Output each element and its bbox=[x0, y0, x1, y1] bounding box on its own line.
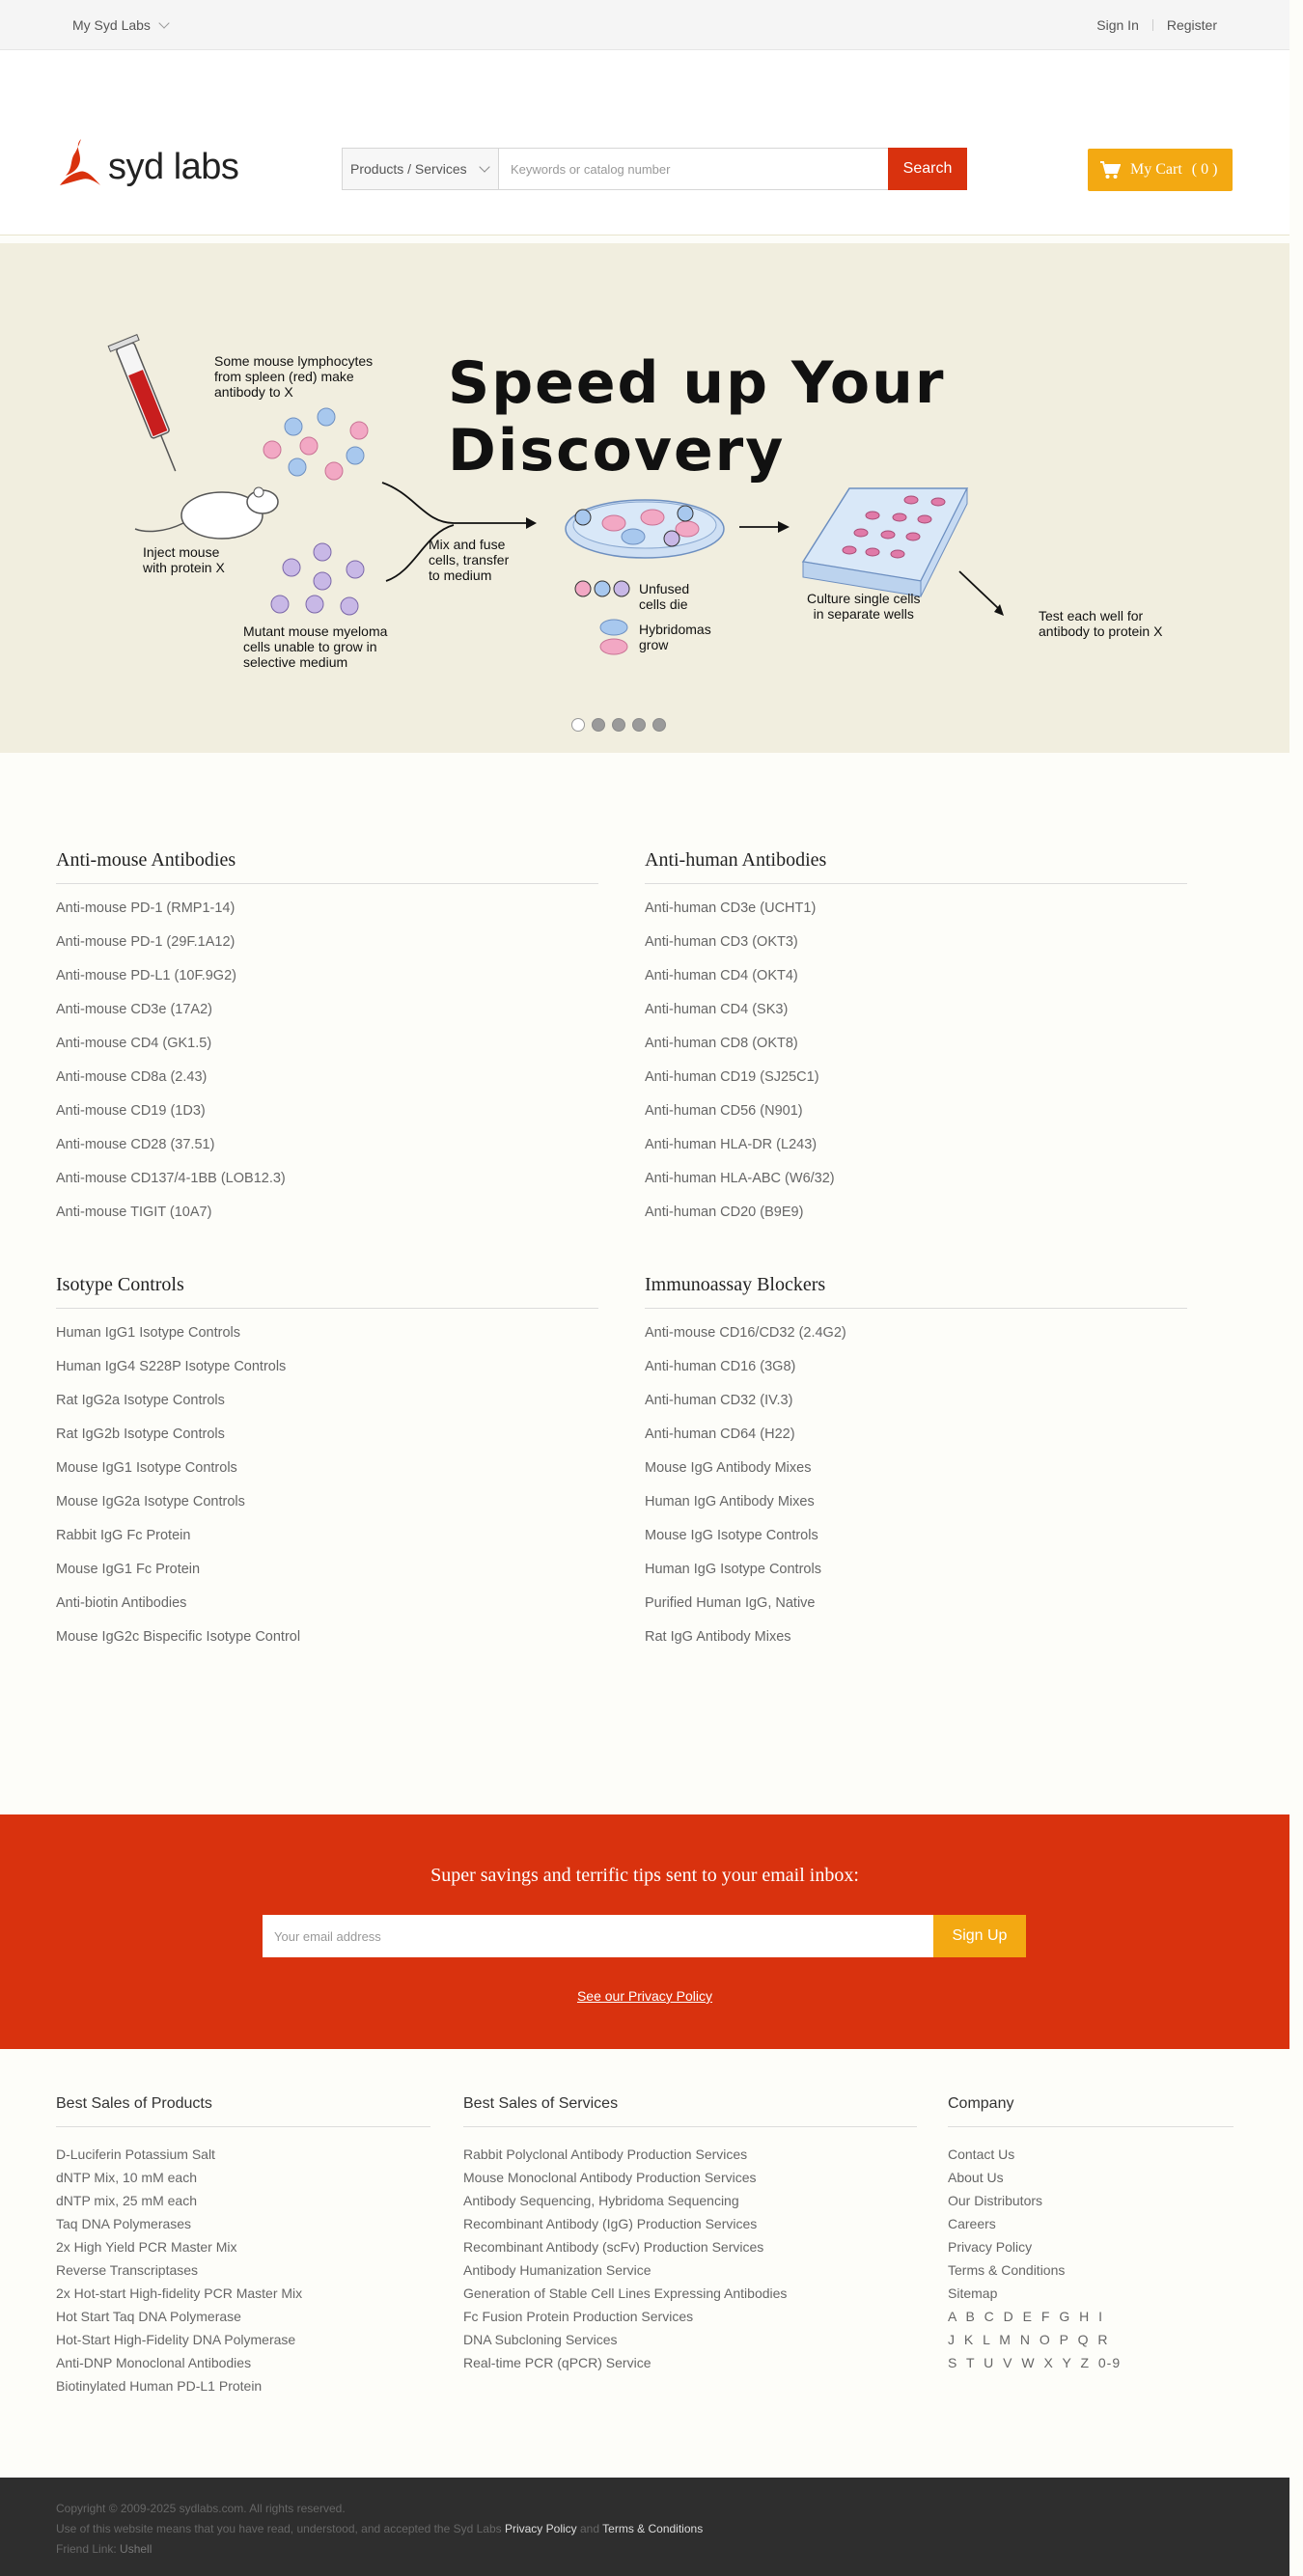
footer-col-services bbox=[463, 2095, 917, 2374]
chevron-down-icon bbox=[158, 17, 169, 28]
footer-link[interactable]: Privacy Policy bbox=[948, 2239, 1033, 2255]
banner-label-fuse: Mix and fuse cells, transfer to medium bbox=[429, 537, 510, 583]
hybridoma-illustration bbox=[0, 243, 1289, 753]
footer-col-title: Best Sales of Products bbox=[56, 2095, 430, 2127]
banner-label-test: Test each well for antibody to protein X bbox=[1039, 608, 1163, 639]
register-link[interactable]: Register bbox=[1166, 17, 1217, 33]
footer-links bbox=[948, 2143, 1234, 2374]
product-link[interactable]: Anti-human CD32 (IV.3) bbox=[645, 1393, 793, 1408]
carousel-dot-1[interactable] bbox=[571, 718, 585, 732]
banner-label-lymphocytes: Some mouse lymphocytes from spleen (red) make antibody to X bbox=[214, 353, 374, 400]
product-link[interactable]: Anti-human HLA-DR (L243) bbox=[645, 1137, 818, 1152]
product-link[interactable]: Anti-biotin Antibodies bbox=[56, 1595, 187, 1611]
footer-link[interactable]: 2x Hot-start High-fidelity PCR Master Mix bbox=[56, 2285, 303, 2301]
product-link[interactable]: Rabbit IgG Fc Protein bbox=[56, 1528, 191, 1543]
product-link[interactable]: Anti-human HLA-ABC (W6/32) bbox=[645, 1171, 835, 1186]
footer-link[interactable]: D-Luciferin Potassium Salt bbox=[56, 2147, 215, 2162]
footer-link[interactable]: dNTP mix, 25 mM each bbox=[56, 2193, 198, 2208]
bottom-bar bbox=[0, 2478, 1289, 2576]
product-link[interactable]: Mouse IgG1 Isotype Controls bbox=[56, 1460, 237, 1476]
product-link[interactable]: Anti-mouse CD28 (37.51) bbox=[56, 1137, 215, 1152]
friend-link-line bbox=[56, 2542, 152, 2556]
product-link[interactable]: Anti-human CD4 (SK3) bbox=[645, 1002, 789, 1017]
carousel-dots bbox=[571, 718, 666, 732]
footer-links bbox=[463, 2143, 917, 2374]
syringe-icon bbox=[108, 335, 189, 477]
product-link[interactable]: Anti-human CD3e (UCHT1) bbox=[645, 900, 817, 916]
list-title: Isotype Controls bbox=[56, 1274, 598, 1309]
hero-banner[interactable] bbox=[0, 243, 1289, 753]
my-syd-labs-label: My Syd Labs bbox=[72, 17, 151, 33]
footer-col-products bbox=[56, 2095, 430, 2397]
product-link[interactable]: Anti-human CD8 (OKT8) bbox=[645, 1036, 798, 1051]
bottom-terms-link[interactable]: Terms & Conditions bbox=[602, 2522, 704, 2535]
newsletter-form bbox=[263, 1915, 1026, 1957]
list-title: Anti-human Antibodies bbox=[645, 849, 1187, 884]
sign-up-button[interactable]: Sign Up bbox=[933, 1915, 1026, 1957]
banner-headline: Speed up Your Discovery bbox=[448, 349, 946, 485]
footer-col-title: Company bbox=[948, 2095, 1234, 2127]
divider bbox=[1152, 19, 1153, 31]
search-category-select[interactable] bbox=[343, 149, 499, 189]
footer-col-company bbox=[948, 2095, 1234, 2374]
newsletter-title: Super savings and terrific tips sent to your email inbox: bbox=[430, 1865, 859, 1886]
product-link[interactable]: Anti-human CD56 (N901) bbox=[645, 1103, 803, 1119]
footer-link[interactable]: Hot Start Taq DNA Polymerase bbox=[56, 2309, 241, 2324]
syd-labs-logo-icon bbox=[58, 137, 102, 187]
product-link[interactable]: Anti-mouse CD4 (GK1.5) bbox=[56, 1036, 212, 1051]
product-link[interactable]: Anti-human CD16 (3G8) bbox=[645, 1359, 796, 1374]
search-bar bbox=[342, 148, 967, 190]
carousel-dot-3[interactable] bbox=[612, 718, 625, 732]
search-input[interactable] bbox=[499, 149, 888, 189]
friend-link-label: Friend Link: bbox=[56, 2542, 117, 2556]
cart-label: My Cart bbox=[1130, 161, 1182, 178]
product-link[interactable]: Human IgG Isotype Controls bbox=[645, 1562, 821, 1577]
search-button[interactable]: Search bbox=[888, 148, 967, 190]
product-link[interactable]: Anti-mouse PD-L1 (10F.9G2) bbox=[56, 968, 236, 983]
cart-icon bbox=[1099, 160, 1121, 180]
footer-link[interactable]: Sitemap bbox=[948, 2285, 998, 2301]
footer bbox=[0, 2049, 1289, 2478]
newsletter-section bbox=[0, 1814, 1289, 2049]
product-link[interactable]: Mouse IgG2a Isotype Controls bbox=[56, 1494, 245, 1510]
list-anti-human bbox=[645, 849, 1187, 1230]
carousel-dot-4[interactable] bbox=[632, 718, 646, 732]
footer-link[interactable]: 2x High Yield PCR Master Mix bbox=[56, 2239, 237, 2255]
product-link[interactable]: Anti-mouse CD137/4-1BB (LOB12.3) bbox=[56, 1171, 286, 1186]
footer-link[interactable]: Antibody Humanization Service bbox=[463, 2262, 652, 2278]
cart-count: ( 0 ) bbox=[1191, 161, 1218, 178]
lymphocyte-cells bbox=[263, 408, 368, 480]
product-link[interactable]: Rat IgG Antibody Mixes bbox=[645, 1629, 791, 1645]
footer-link[interactable]: Rabbit Polyclonal Antibody Production Services bbox=[463, 2147, 748, 2162]
petri-dish-icon bbox=[566, 500, 724, 558]
product-link[interactable]: Anti-mouse CD3e (17A2) bbox=[56, 1002, 212, 1017]
culture-plate-icon bbox=[803, 488, 967, 596]
logo-text: syd labs bbox=[108, 147, 239, 187]
alphabet-index-row[interactable]: A B C D E F G H I bbox=[948, 2309, 1104, 2324]
footer-link[interactable]: Terms & Conditions bbox=[948, 2262, 1066, 2278]
footer-link[interactable]: Careers bbox=[948, 2216, 996, 2231]
footer-link[interactable]: Contact Us bbox=[948, 2147, 1015, 2162]
product-link[interactable]: Human IgG4 S228P Isotype Controls bbox=[56, 1359, 287, 1374]
product-link[interactable]: Anti-mouse PD-1 (RMP1-14) bbox=[56, 900, 236, 916]
banner-label-unfused: Unfused cells die bbox=[639, 581, 690, 612]
list-isotype-controls bbox=[56, 1274, 598, 1654]
alphabet-index-row[interactable]: J K L M N O P Q R bbox=[948, 2332, 1109, 2347]
alphabet-index-row[interactable]: S T U V W X Y Z 0-9 bbox=[948, 2355, 1122, 2370]
product-link[interactable]: Anti-human CD4 (OKT4) bbox=[645, 968, 798, 983]
product-link[interactable]: Mouse IgG Isotype Controls bbox=[645, 1528, 818, 1543]
sign-in-link[interactable]: Sign In bbox=[1096, 17, 1139, 33]
product-link[interactable]: Anti-mouse CD16/CD32 (2.4G2) bbox=[645, 1325, 846, 1341]
product-link[interactable]: Anti-human CD3 (OKT3) bbox=[645, 934, 798, 950]
cart-button[interactable] bbox=[1088, 149, 1233, 191]
banner-label-hybridomas: Hybridomas grow bbox=[639, 622, 711, 652]
product-link[interactable]: Rat IgG2a Isotype Controls bbox=[56, 1393, 225, 1408]
footer-link[interactable]: Reverse Transcriptases bbox=[56, 2262, 199, 2278]
footer-link[interactable]: Mouse Monoclonal Antibody Production Services bbox=[463, 2170, 757, 2185]
auth-links bbox=[1096, 17, 1217, 33]
list-items bbox=[56, 1316, 598, 1654]
product-link[interactable]: Purified Human IgG, Native bbox=[645, 1595, 816, 1611]
product-link[interactable]: Anti-human CD20 (B9E9) bbox=[645, 1205, 804, 1220]
email-field[interactable] bbox=[263, 1915, 933, 1957]
footer-link[interactable]: dNTP Mix, 10 mM each bbox=[56, 2170, 198, 2185]
myeloma-cells bbox=[271, 543, 364, 615]
footer-link[interactable]: Biotinylated Human PD-L1 Protein bbox=[56, 2378, 263, 2394]
product-link[interactable]: Rat IgG2b Isotype Controls bbox=[56, 1426, 225, 1442]
header bbox=[0, 50, 1289, 235]
product-link[interactable]: Mouse IgG2c Bispecific Isotype Control bbox=[56, 1629, 301, 1645]
list-anti-mouse bbox=[56, 849, 598, 1230]
footer-link[interactable]: Fc Fusion Protein Production Services bbox=[463, 2309, 694, 2324]
product-link[interactable]: Mouse IgG1 Fc Protein bbox=[56, 1562, 201, 1577]
footer-link[interactable]: Taq DNA Polymerases bbox=[56, 2216, 192, 2231]
list-items bbox=[645, 892, 1187, 1230]
footer-link[interactable]: DNA Subcloning Services bbox=[463, 2332, 618, 2347]
footer-link[interactable]: Recombinant Antibody (IgG) Production Services bbox=[463, 2216, 758, 2231]
my-syd-labs-menu[interactable] bbox=[72, 17, 168, 33]
footer-col-title: Best Sales of Services bbox=[463, 2095, 917, 2127]
product-link[interactable]: Anti-mouse CD19 (1D3) bbox=[56, 1103, 206, 1119]
banner-label-myeloma: Mutant mouse myeloma cells unable to grow in selective medium bbox=[243, 623, 388, 670]
terms-and: and bbox=[580, 2522, 600, 2535]
logo[interactable] bbox=[58, 137, 238, 187]
list-items bbox=[645, 1316, 1187, 1654]
footer-link[interactable]: Real-time PCR (qPCR) Service bbox=[463, 2355, 652, 2370]
footer-link[interactable]: Our Distributors bbox=[948, 2193, 1043, 2208]
footer-link[interactable]: Hot-Start High-Fidelity DNA Polymerase bbox=[56, 2332, 296, 2347]
terms-line bbox=[56, 2522, 703, 2535]
product-link[interactable]: Anti-mouse TIGIT (10A7) bbox=[56, 1205, 212, 1220]
list-immunoassay-blockers bbox=[645, 1274, 1187, 1654]
banner-label-culture: Culture single cells in separate wells bbox=[807, 591, 921, 622]
privacy-policy-link[interactable]: See our Privacy Policy bbox=[576, 1988, 713, 2004]
terms-prefix: Use of this website means that you have read, understood, and accepted the Syd Labs bbox=[56, 2522, 502, 2535]
copyright-text: Copyright © 2009-2025 sydlabs.com. All rights reserved. bbox=[56, 2502, 346, 2515]
friend-link[interactable]: Ushell bbox=[120, 2542, 152, 2556]
footer-links bbox=[56, 2143, 430, 2397]
carousel-dot-2[interactable] bbox=[592, 718, 605, 732]
product-link[interactable]: Anti-human CD19 (SJ25C1) bbox=[645, 1069, 819, 1085]
product-link[interactable]: Human IgG Antibody Mixes bbox=[645, 1494, 815, 1510]
product-link[interactable]: Human IgG1 Isotype Controls bbox=[56, 1325, 241, 1341]
list-items bbox=[56, 892, 598, 1230]
carousel-dot-5[interactable] bbox=[652, 718, 666, 732]
chevron-down-icon bbox=[479, 161, 489, 172]
product-link[interactable]: Mouse IgG Antibody Mixes bbox=[645, 1460, 812, 1476]
product-link[interactable]: Anti-human CD64 (H22) bbox=[645, 1426, 795, 1442]
list-title: Immunoassay Blockers bbox=[645, 1274, 1187, 1309]
footer-link[interactable]: About Us bbox=[948, 2170, 1004, 2185]
product-link[interactable]: Anti-mouse PD-1 (29F.1A12) bbox=[56, 934, 236, 950]
cell-legend-icons bbox=[575, 581, 629, 654]
bottom-privacy-link[interactable]: Privacy Policy bbox=[504, 2522, 577, 2535]
top-bar bbox=[0, 0, 1289, 50]
mouse-icon bbox=[135, 487, 278, 539]
banner-label-inject: Inject mouse with protein X bbox=[143, 544, 225, 575]
product-link[interactable]: Anti-mouse CD8a (2.43) bbox=[56, 1069, 208, 1085]
list-title: Anti-mouse Antibodies bbox=[56, 849, 598, 884]
footer-link[interactable]: Anti-DNP Monoclonal Antibodies bbox=[56, 2355, 252, 2370]
search-category-label: Products / Services bbox=[350, 161, 467, 177]
footer-link[interactable]: Antibody Sequencing, Hybridoma Sequencing bbox=[463, 2193, 739, 2208]
footer-link[interactable]: Recombinant Antibody (scFv) Production Services bbox=[463, 2239, 764, 2255]
footer-link[interactable]: Generation of Stable Cell Lines Expressing Antibodies bbox=[463, 2285, 788, 2301]
